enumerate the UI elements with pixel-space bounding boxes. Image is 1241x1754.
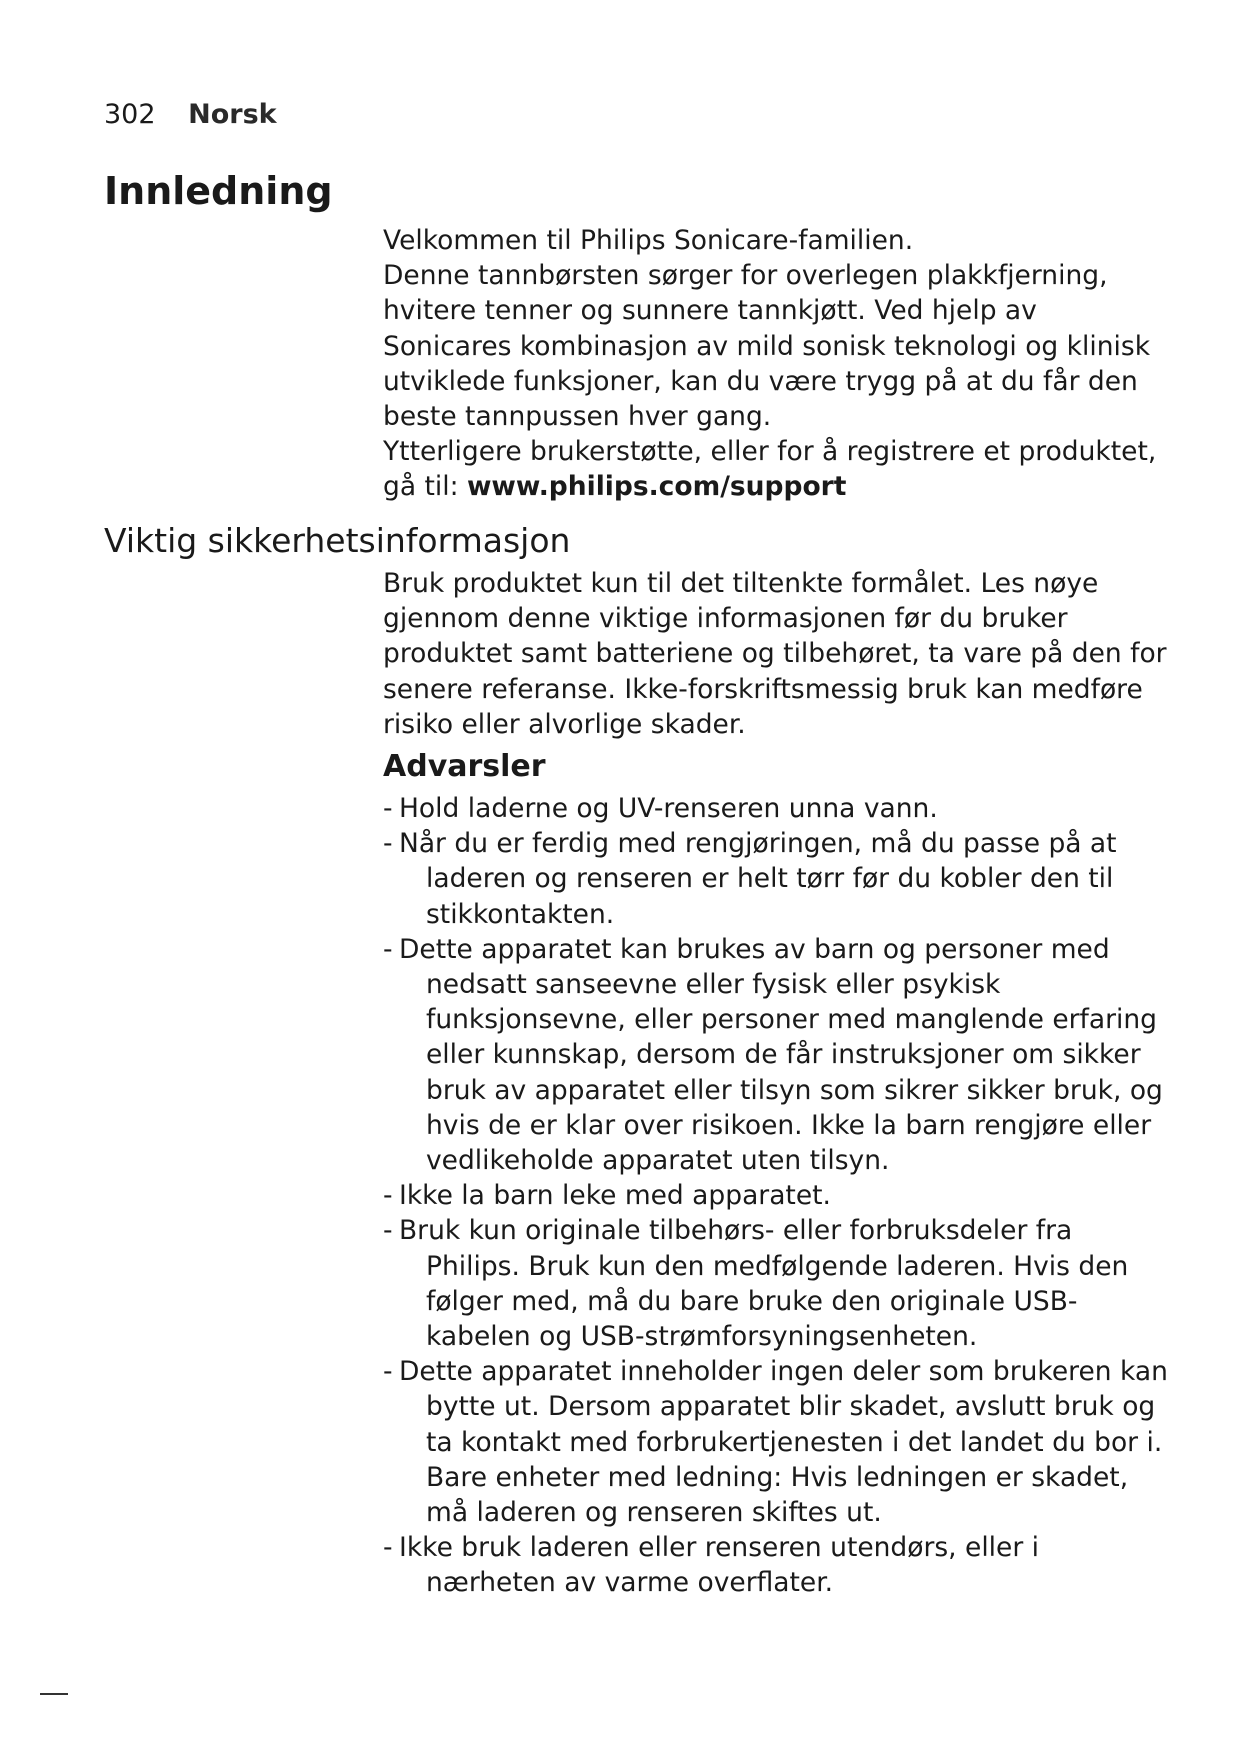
dash-bullet: -: [383, 1215, 393, 1247]
list-item: [383, 1354, 1173, 1530]
intro-paragraph: Denne tannbørsten sørger for overlegen plakkfjerning, hvitere tenner og sunnere tannkjøtt. Ved hjelp av Sonicares kombinasjon av mild sonisk teknologi og klinisk utviklede funksjoner, kan du være trygg på at du får den beste tannpussen hver gang.: [383, 260, 1151, 433]
support-text: Ytterligere brukerstøtte, eller for å registrere et produktet, gå til:: [383, 436, 1157, 503]
dash-bullet: -: [383, 933, 393, 965]
safety-paragraph: Bruk produktet kun til det tiltenkte formålet. Les nøye gjennom denne viktige informasjonen før du bruker produktet samt batteriene og tilbehøret, ta vare på den for senere referanse. Ikke-forskriftsmessig bruk kan medføre risiko eller alvorlige skader.: [383, 568, 1167, 740]
intro-paragraph: Velkommen til Philips Sonicare-familien.: [383, 225, 914, 256]
dash-bullet: -: [383, 1532, 393, 1564]
dash-bullet: -: [383, 793, 393, 824]
list-item: [383, 1530, 1173, 1600]
warning-text: Bruk kun originale tilbehørs- eller forbruksdeler fra Philips. Bruk kun den medfølgende laderen. Hvis den følger med, må du bare bruke den originale USB-kabelen og USB-strømforsyningsenheten.: [399, 1215, 1129, 1353]
list-item: [383, 826, 1173, 932]
list-item: [383, 1178, 1173, 1213]
list-item: [383, 791, 1173, 826]
support-paragraph: [383, 434, 1173, 504]
warning-text: Når du er ferdig med rengjøringen, må du passe på at laderen og renseren er helt tørr før du kobler den til stikkontakten.: [399, 828, 1117, 930]
intro-heading: Innledning: [104, 169, 333, 213]
safety-heading: Viktig sikkerhetsinformasjon: [104, 521, 571, 560]
warning-text: Dette apparatet kan brukes av barn og personer med nedsatt sanseevne eller fysisk eller psykisk funksjonsevne, eller personer med manglende erfaring eller kunnskap, dersom de får instruksjoner om sikker bruk av apparatet eller tilsyn som sikrer sikker bruk, og hvis de er klar over risikoen. Ikke la barn rengjøre eller vedlikeholde apparatet uten tilsyn.: [399, 933, 1163, 1177]
warning-text: Ikke la barn leke med apparatet.: [399, 1180, 831, 1212]
list-item: [383, 932, 1173, 1178]
page-header: [104, 98, 277, 132]
warning-text: Hold laderne og UV-renseren unna vann.: [399, 793, 938, 824]
warning-text: Dette apparatet inneholder ingen deler som brukeren kan bytte ut. Dersom apparatet blir skadet, avslutt bruk og ta kontakt med forbrukertjenesten i det landet du bor i. Bare enheter med ledning: Hvis ledningen er skadet, må laderen og renseren skiftes ut.: [399, 1356, 1168, 1529]
corner-mark: [40, 1693, 68, 1695]
warnings-heading: Advarsler: [383, 749, 546, 784]
language-label: Norsk: [188, 99, 277, 130]
dash-bullet: -: [383, 1180, 393, 1212]
intro-section: [383, 223, 1173, 505]
warnings-list: [383, 791, 1173, 1601]
page-number: 302: [104, 99, 156, 130]
safety-section: [383, 566, 1173, 742]
list-item: [383, 1213, 1173, 1354]
support-link[interactable]: www.philips.com/support: [466, 471, 847, 503]
dash-bullet: -: [383, 828, 393, 860]
dash-bullet: -: [383, 1356, 393, 1388]
warning-text: Ikke bruk laderen eller renseren utendørs, eller i nærheten av varme overflater.: [399, 1532, 1040, 1599]
